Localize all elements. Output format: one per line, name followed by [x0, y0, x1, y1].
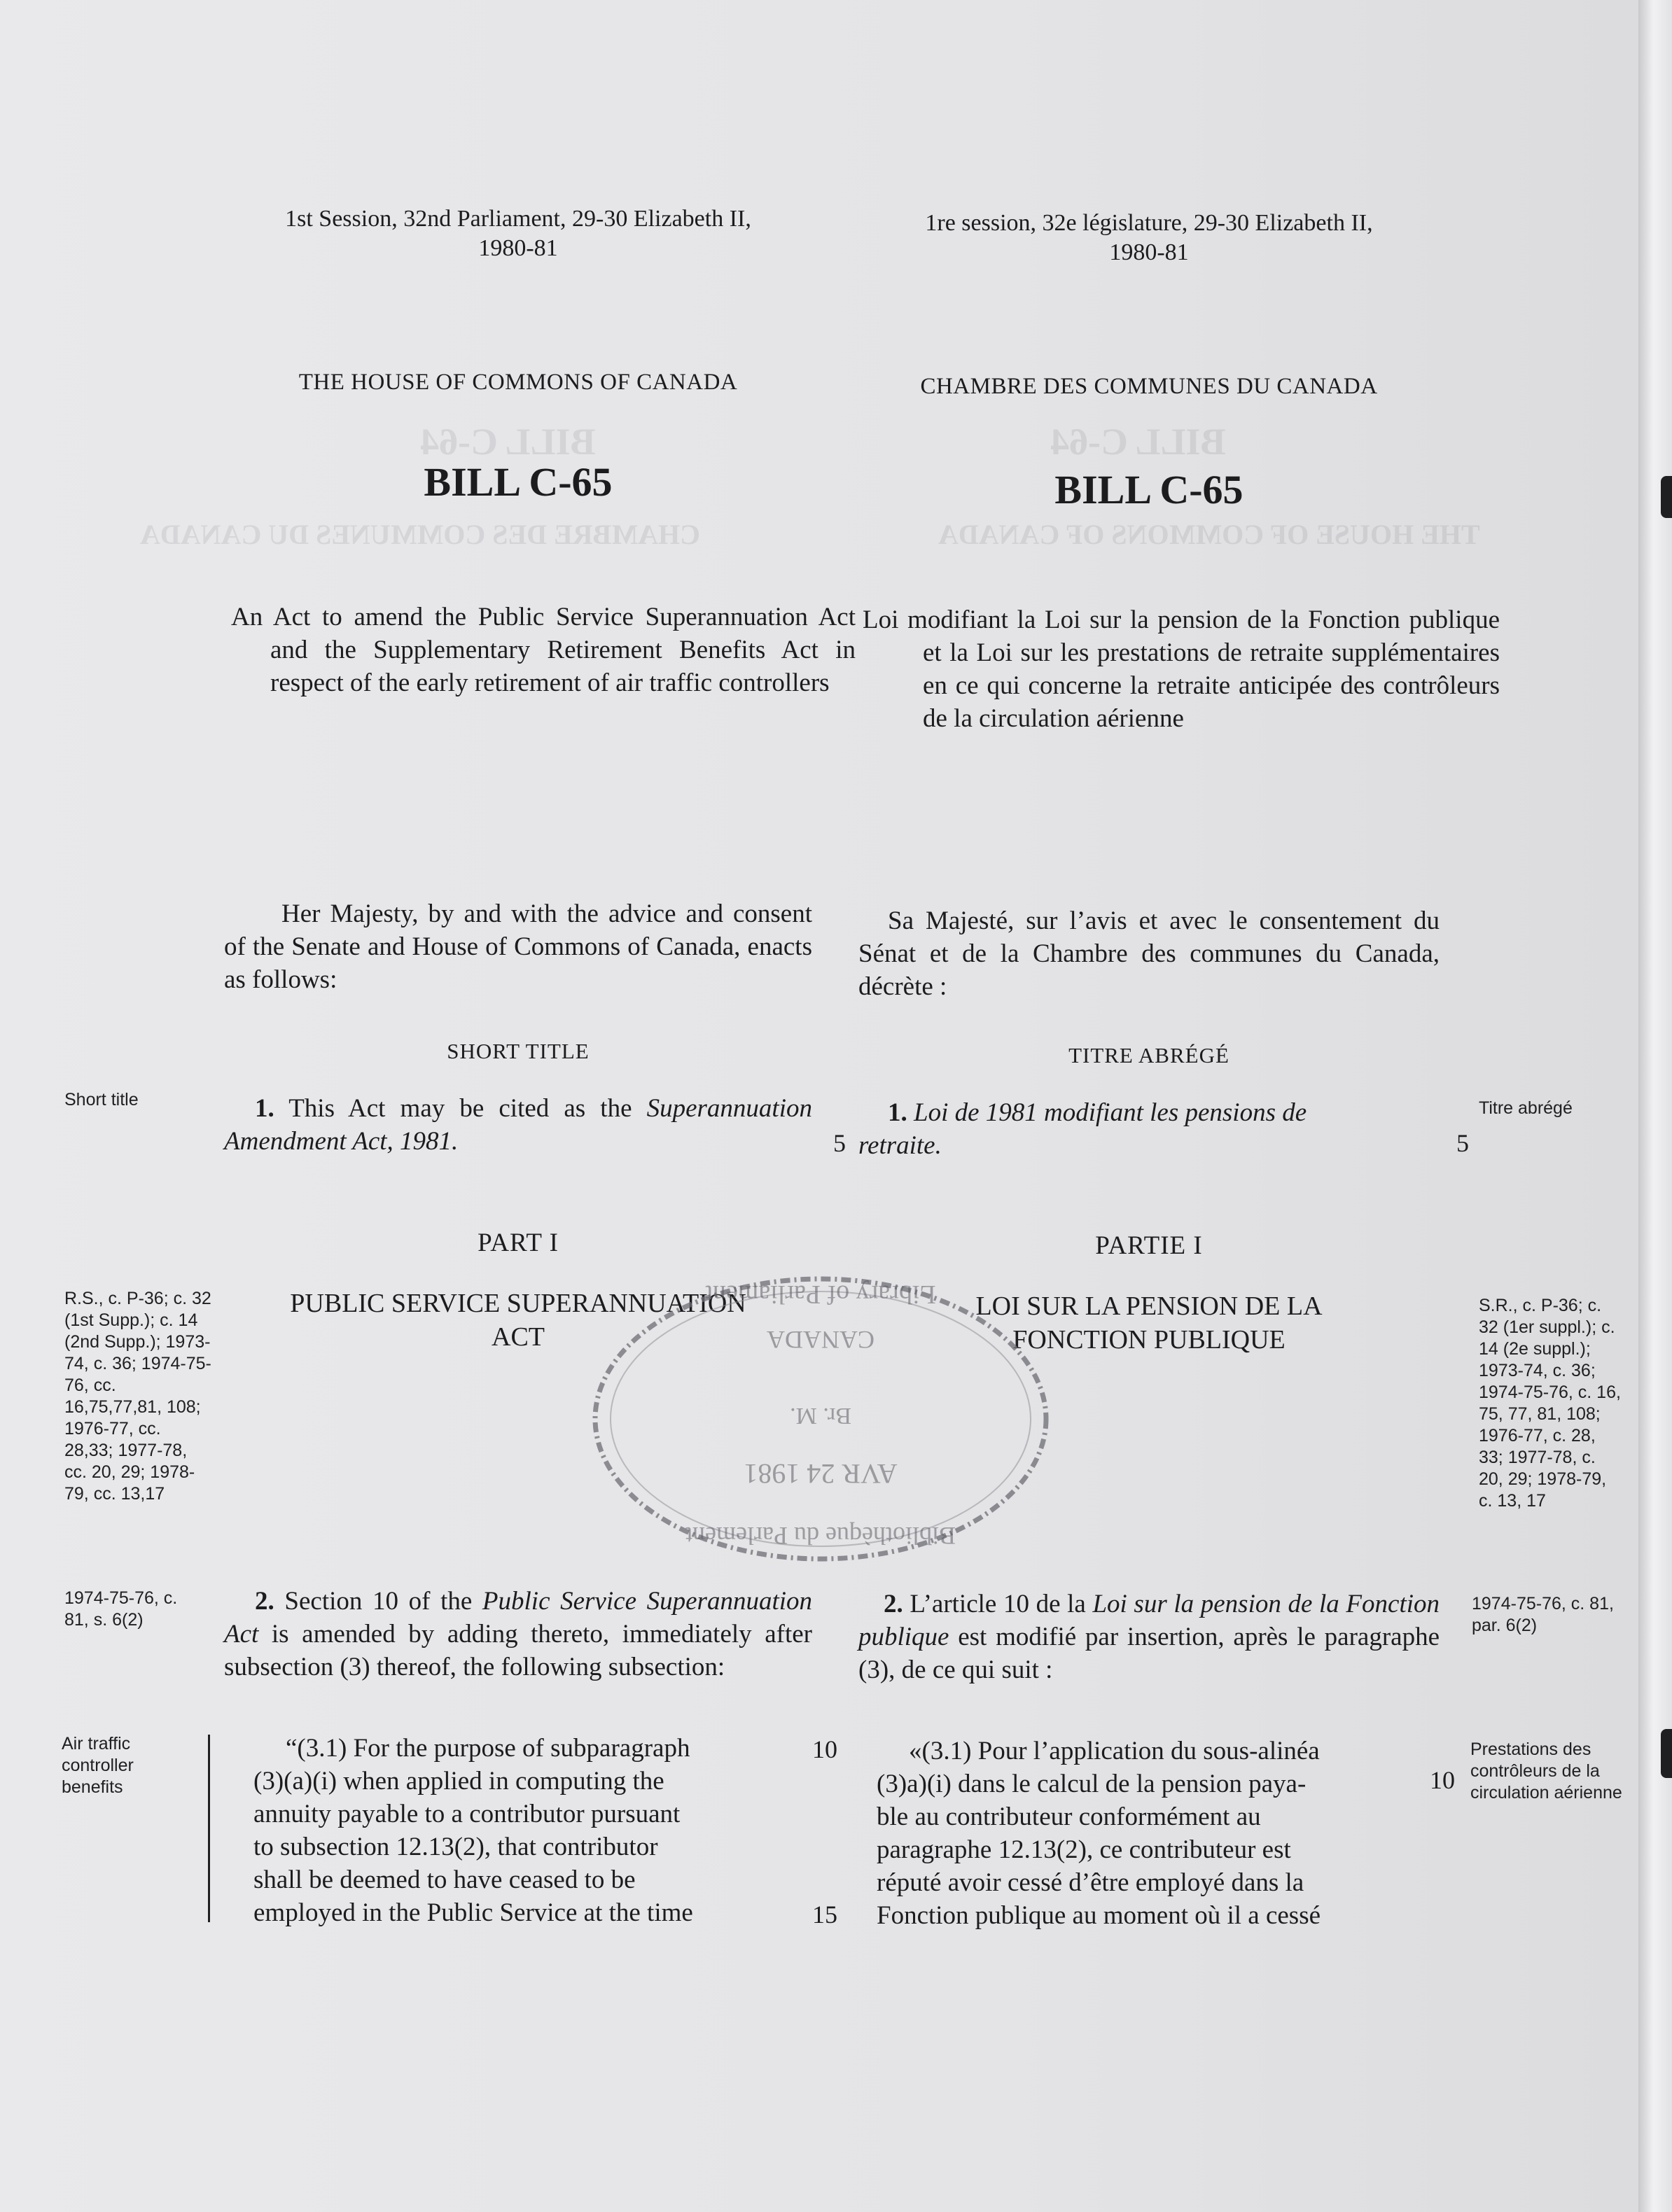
- short-title-heading-en: SHORT TITLE: [447, 1039, 590, 1063]
- margin-note-short-title-fr: Titre abrégé: [1479, 1098, 1573, 1118]
- margin-note-section-2-fr: 1974-75-76, c. 81, par. 6(2): [1472, 1594, 1614, 1635]
- session-fr: [858, 209, 1440, 267]
- text-line: «(3.1) Pour l’application du sous-alinéa: [909, 1737, 1320, 1765]
- section-number: 1.: [255, 1094, 274, 1123]
- act-heading-line: LOI SUR LA PENSION DE LA: [975, 1292, 1323, 1321]
- bleed-through: THE HOUSE OF COMMONS OF CANADA: [938, 519, 1480, 550]
- act-heading-line: ACT: [492, 1322, 545, 1352]
- stamp-date: AVR 24 1981: [744, 1458, 898, 1490]
- margin-note-statute-en: R.S., c. P-36; c. 32 (1st Supp.); c. 14 (2nd Supp.); 1973-74, c. 36; 1974-75-76, cc. 16,75,77,81, 108; 1976-77, cc. 28,33; 1977-78, cc. 20, 29; 1978-79, cc. 13,17: [64, 1289, 211, 1504]
- house-title-fr: CHAMBRE DES COMMUNES DU CANADA: [920, 374, 1378, 399]
- section-text: is amended by adding thereto, immediately after subsection (3) thereof, the following subsection:: [224, 1620, 813, 1681]
- text-line: (3)a)(i) dans le calcul de la pension paya-: [877, 1770, 1307, 1798]
- line-number: 5: [833, 1129, 846, 1157]
- section-2-en: [224, 1585, 812, 1684]
- section-2-fr: [858, 1588, 1440, 1686]
- section-number: 2.: [884, 1590, 903, 1618]
- long-title-en: An Act to amend the Public Service Superannuation Act and the Supplementary Retirement Benefits Act in respect of the early retirement of air traffic controllers: [231, 603, 856, 697]
- margin-note-section-2-en: 1974-75-76, c. 81, s. 6(2): [64, 1588, 178, 1630]
- session-line: 1st Session, 32nd Parliament, 29-30 Elizabeth II,: [285, 206, 751, 232]
- stamp-country: CANADA: [766, 1326, 875, 1354]
- text-line: Fonction publique au moment où il a cessé: [877, 1901, 1321, 1930]
- section-number: 2.: [255, 1587, 274, 1616]
- line-number: 10: [1430, 1766, 1455, 1794]
- text-line: employed in the Public Service at the time: [253, 1898, 693, 1927]
- act-name: Public Service Superannuation Act: [224, 1587, 813, 1648]
- page-edge-mark: [1661, 1729, 1672, 1778]
- subsection-3-1-en: [253, 1732, 812, 1929]
- line-number: 10: [812, 1735, 837, 1763]
- section-text: est modifié par insertion, après le paragraphe (3), de ce qui suit :: [858, 1623, 1440, 1684]
- session-years: 1980-81: [478, 235, 558, 261]
- part-heading-fr: PARTIE I: [1095, 1231, 1203, 1260]
- text-line: to subsection 12.13(2), that contributor: [253, 1833, 658, 1861]
- text-line: réputé avoir cessé d’être employé dans la: [877, 1868, 1304, 1897]
- margin-note-subsection-en: Air traffic controller benefits: [62, 1734, 134, 1797]
- margin-note-short-title-en: Short title: [64, 1090, 139, 1110]
- line-number: 15: [812, 1900, 837, 1928]
- enacting-clause-fr: Sa Majesté, sur l’avis et avec le consentement du Sénat et de la Chambre des communes du Canada, décrète :: [858, 906, 1440, 1001]
- section-1-en: [224, 1092, 812, 1158]
- act-heading-line: FONCTION PUBLIQUE: [1012, 1325, 1286, 1354]
- house-title-en: THE HOUSE OF COMMONS OF CANADA: [298, 370, 738, 395]
- bleed-through: BILL C-64: [1050, 421, 1226, 463]
- session-years: 1980-81: [1109, 239, 1189, 265]
- bleed-through: BILL C-64: [420, 421, 596, 463]
- enacting-clause-en: Her Majesty, by and with the advice and consent of the Senate and House of Commons of Canada, enacts as follows:: [224, 899, 812, 994]
- line-number: 5: [1456, 1129, 1469, 1157]
- act-heading-line: PUBLIC SERVICE SUPERANNUATION: [290, 1289, 746, 1318]
- subsection-3-1-fr: [877, 1735, 1437, 1932]
- stamp-branch: Br. M.: [790, 1403, 851, 1429]
- margin-note-statute-fr: S.R., c. P-36; c. 32 (1er suppl.); c. 14 (2e suppl.); 1973-74, c. 36; 1974-75-76, c. 16, 75, 77, 81, 108; 1976-77, c. 28, 33; 1977-78, c. 20, 29; 1978-79, c. 13, 17: [1479, 1296, 1621, 1511]
- act-name: Loi de 1981 modifiant les pensions de: [914, 1098, 1307, 1127]
- act-name: Superannuation Amendment Act, 1981.: [224, 1094, 812, 1156]
- bleed-through: CHAMBRE DES COMMUNES DU CANADA: [140, 519, 700, 550]
- short-title-heading-fr: TITRE ABRÉGÉ: [1068, 1043, 1229, 1068]
- text-line: annuity payable to a contributor pursuant: [253, 1800, 681, 1828]
- margin-note-subsection-fr: Prestations des contrôleurs de la circulation aérienne: [1470, 1740, 1622, 1802]
- page-edge: [1638, 0, 1672, 2212]
- text-line: (3)(a)(i) when applied in computing the: [253, 1767, 664, 1795]
- session-en: [224, 204, 812, 263]
- section-text: L’article 10 de la: [910, 1590, 1086, 1618]
- section-1-fr: [858, 1096, 1440, 1162]
- part-heading-en: PART I: [478, 1228, 559, 1257]
- text-line: paragraphe 12.13(2), ce contributeur est: [877, 1835, 1291, 1864]
- section-text: This Act may be cited as the: [288, 1094, 632, 1123]
- library-stamp: [583, 1268, 1059, 1569]
- bill-number-fr: BILL C-65: [1054, 467, 1243, 512]
- long-title-fr: Loi modifiant la Loi sur la pension de la Fonction publique et la Loi sur les prestations de retraite supplémentaires en ce qui concerne la retraite anticipée des contrôleurs de la circulation aérienne: [863, 606, 1500, 733]
- act-name: Loi sur la pension de la Fonction publique: [858, 1590, 1440, 1651]
- section-number: 1.: [888, 1098, 907, 1127]
- session-line: 1re session, 32e législature, 29-30 Elizabeth II,: [925, 210, 1373, 236]
- text-line: shall be deemed to have ceased to be: [253, 1865, 636, 1894]
- act-name: retraite.: [858, 1131, 942, 1160]
- section-text: Section 10 of the: [284, 1587, 473, 1616]
- bill-number-en: BILL C-65: [424, 459, 613, 505]
- text-line: “(3.1) For the purpose of subparagraph: [286, 1734, 690, 1763]
- stamp-bibliotheque: Bibliothèque du Parlement: [685, 1522, 956, 1550]
- page-edge-mark: [1661, 476, 1672, 518]
- text-line: ble au contributeur conformément au: [877, 1802, 1261, 1831]
- stamp-library: Library of Parliament: [705, 1280, 936, 1309]
- amendment-rule: [208, 1735, 210, 1922]
